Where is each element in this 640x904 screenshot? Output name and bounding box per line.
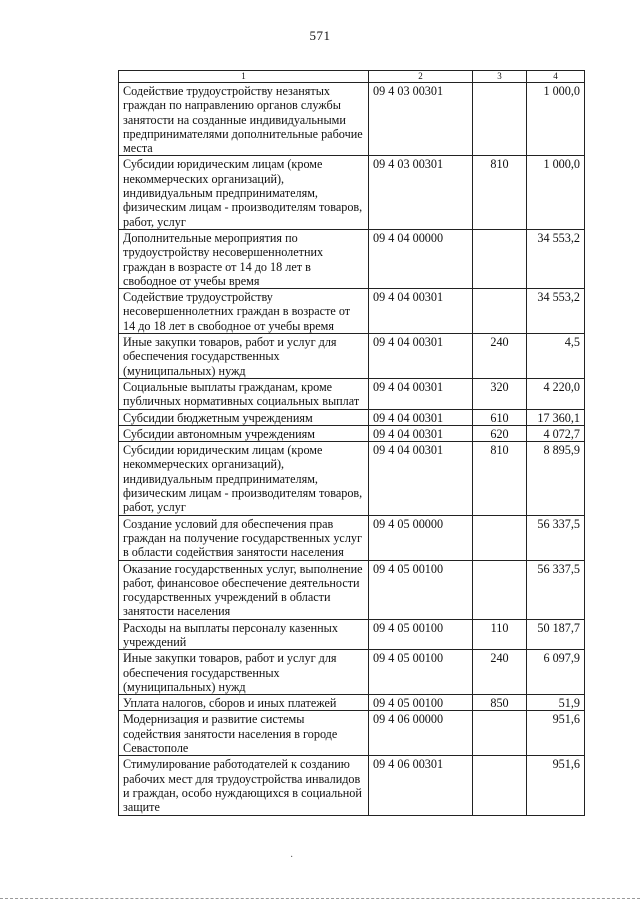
row-code-cell: 09 4 06 00000 <box>369 711 473 756</box>
row-code-cell: 09 4 04 00000 <box>369 229 473 288</box>
row-sum-cell: 50 187,7 <box>527 619 585 650</box>
row-name-cell: Субсидии автономным учреждениям <box>119 425 369 441</box>
row-name-cell: Субсидии бюджетным учреждениям <box>119 409 369 425</box>
table-row <box>119 156 585 229</box>
row-name-cell: Иные закупки товаров, работ и услуг для обеспечения государственных (муниципальных) нужд <box>119 650 369 695</box>
table-row <box>119 711 585 756</box>
table-row <box>119 378 585 409</box>
table-header-row <box>119 71 585 83</box>
row-type-cell: 850 <box>473 695 527 711</box>
row-code-cell: 09 4 05 00100 <box>369 619 473 650</box>
row-name-cell: Создание условий для обеспечения прав граждан на получение государственных услуг в области содействия занятости населения <box>119 515 369 560</box>
row-type-cell: 810 <box>473 156 527 229</box>
row-name-cell: Содействие трудоустройству незанятых граждан по направлению органов службы занятости на созданные индивидуальными предпринимателями дополнительные рабочие места <box>119 83 369 156</box>
row-name-cell: Стимулирование работодателей к созданию рабочих мест для трудоустройства инвалидов и граждан, особо нуждающихся в социальной защите <box>119 756 369 815</box>
row-sum-cell: 8 895,9 <box>527 442 585 515</box>
row-code-cell: 09 4 06 00301 <box>369 756 473 815</box>
table-row <box>119 619 585 650</box>
row-name-cell: Социальные выплаты гражданам, кроме публичных нормативных социальных выплат <box>119 378 369 409</box>
page-number: 571 <box>309 28 331 43</box>
row-code-cell: 09 4 04 00301 <box>369 409 473 425</box>
row-sum-cell: 951,6 <box>527 711 585 756</box>
scan-speck: · <box>290 852 294 863</box>
row-type-cell: 810 <box>473 442 527 515</box>
row-type-cell: 240 <box>473 334 527 379</box>
row-code-cell: 09 4 04 00301 <box>369 334 473 379</box>
row-sum-cell: 34 553,2 <box>527 289 585 334</box>
row-sum-cell: 1 000,0 <box>527 156 585 229</box>
table-row <box>119 83 585 156</box>
row-type-cell <box>473 289 527 334</box>
row-type-cell <box>473 756 527 815</box>
row-sum-cell: 4 220,0 <box>527 378 585 409</box>
row-type-cell: 610 <box>473 409 527 425</box>
row-sum-cell: 56 337,5 <box>527 560 585 619</box>
row-type-cell <box>473 229 527 288</box>
row-sum-cell: 4 072,7 <box>527 425 585 441</box>
row-sum-cell: 4,5 <box>527 334 585 379</box>
column-header: 2 <box>369 71 473 83</box>
budget-table <box>118 70 585 816</box>
table-row <box>119 650 585 695</box>
column-header: 1 <box>119 71 369 83</box>
row-name-cell: Иные закупки товаров, работ и услуг для обеспечения государственных (муниципальных) нужд <box>119 334 369 379</box>
row-sum-cell: 6 097,9 <box>527 650 585 695</box>
row-name-cell: Расходы на выплаты персоналу казенных учреждений <box>119 619 369 650</box>
row-code-cell: 09 4 04 00301 <box>369 378 473 409</box>
table-row <box>119 229 585 288</box>
row-name-cell: Субсидии юридическим лицам (кроме некоммерческих организаций), индивидуальным предпринимателям, физическим лицам - производителям товаров, работ, услуг <box>119 442 369 515</box>
row-type-cell: 240 <box>473 650 527 695</box>
row-type-cell <box>473 515 527 560</box>
column-header: 3 <box>473 71 527 83</box>
row-code-cell: 09 4 05 00100 <box>369 695 473 711</box>
table-row <box>119 409 585 425</box>
table-row <box>119 442 585 515</box>
row-code-cell: 09 4 05 00100 <box>369 560 473 619</box>
row-code-cell: 09 4 05 00100 <box>369 650 473 695</box>
row-name-cell: Модернизация и развитие системы содействия занятости населения в городе Севастополе <box>119 711 369 756</box>
row-sum-cell: 17 360,1 <box>527 409 585 425</box>
row-code-cell: 09 4 05 00000 <box>369 515 473 560</box>
row-sum-cell: 951,6 <box>527 756 585 815</box>
row-sum-cell: 1 000,0 <box>527 83 585 156</box>
column-header: 4 <box>527 71 585 83</box>
row-code-cell: 09 4 03 00301 <box>369 156 473 229</box>
row-code-cell: 09 4 04 00301 <box>369 425 473 441</box>
row-type-cell <box>473 83 527 156</box>
row-sum-cell: 56 337,5 <box>527 515 585 560</box>
row-name-cell: Содействие трудоустройству несовершеннолетних граждан в возрасте от 14 до 18 лет в свободное от учебы время <box>119 289 369 334</box>
row-code-cell: 09 4 04 00301 <box>369 442 473 515</box>
table-row <box>119 334 585 379</box>
row-code-cell: 09 4 04 00301 <box>369 289 473 334</box>
table-row <box>119 289 585 334</box>
row-name-cell: Субсидии юридическим лицам (кроме некоммерческих организаций), индивидуальным предпринимателям, физическим лицам - производителям товаров, работ, услуг <box>119 156 369 229</box>
row-type-cell: 320 <box>473 378 527 409</box>
row-type-cell: 110 <box>473 619 527 650</box>
page-edge-line <box>0 898 640 899</box>
row-sum-cell: 51,9 <box>527 695 585 711</box>
row-type-cell <box>473 711 527 756</box>
row-type-cell: 620 <box>473 425 527 441</box>
row-name-cell: Уплата налогов, сборов и иных платежей <box>119 695 369 711</box>
row-name-cell: Дополнительные мероприятия по трудоустройству несовершеннолетних граждан в возрасте от 14 до 18 лет в свободное от учебы время <box>119 229 369 288</box>
table-row <box>119 695 585 711</box>
table-row <box>119 515 585 560</box>
table-row <box>119 425 585 441</box>
table-row <box>119 756 585 815</box>
row-type-cell <box>473 560 527 619</box>
row-name-cell: Оказание государственных услуг, выполнение работ, финансовое обеспечение деятельности государственных учреждений в области занятости населения <box>119 560 369 619</box>
row-code-cell: 09 4 03 00301 <box>369 83 473 156</box>
table-row <box>119 560 585 619</box>
row-sum-cell: 34 553,2 <box>527 229 585 288</box>
